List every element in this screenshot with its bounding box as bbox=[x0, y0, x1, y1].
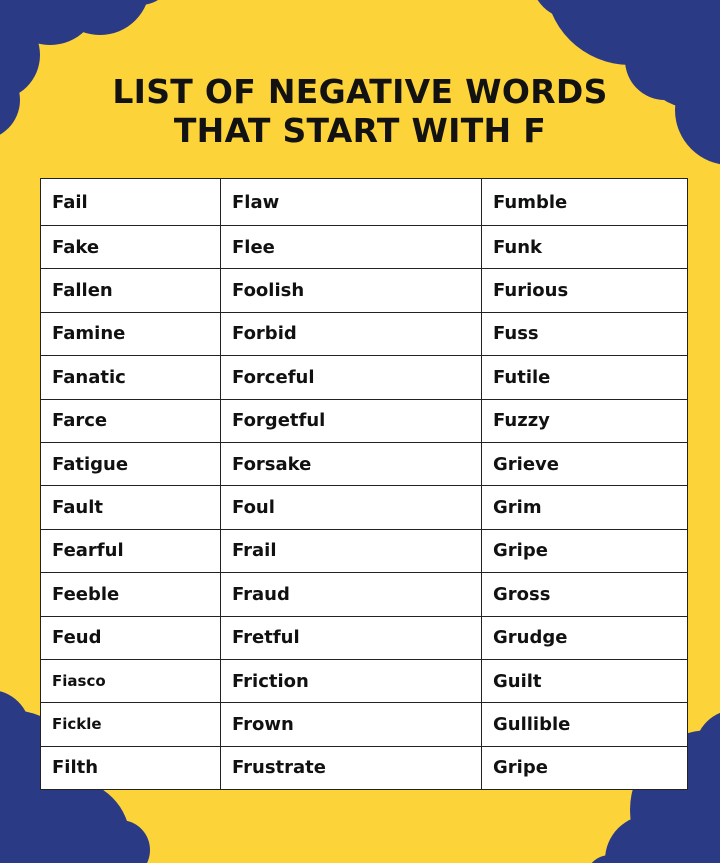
table-cell: Foolish bbox=[221, 269, 482, 312]
table-cell: Funk bbox=[482, 226, 688, 269]
table-cell: Fretful bbox=[221, 616, 482, 659]
table-cell: Fake bbox=[41, 226, 221, 269]
table-cell: Grudge bbox=[482, 616, 688, 659]
table-cell: Fault bbox=[41, 486, 221, 529]
table-cell: Fumble bbox=[482, 179, 688, 226]
table-cell: Frown bbox=[221, 703, 482, 746]
table-cell: Forgetful bbox=[221, 399, 482, 442]
word-table bbox=[40, 178, 688, 790]
table-cell: Forbid bbox=[221, 312, 482, 355]
page-title bbox=[0, 72, 720, 150]
table-cell: Gullible bbox=[482, 703, 688, 746]
table-cell: Grim bbox=[482, 486, 688, 529]
table-row bbox=[41, 442, 688, 485]
table-cell: Flee bbox=[221, 226, 482, 269]
table-cell: Fraud bbox=[221, 573, 482, 616]
table-cell: Fatigue bbox=[41, 442, 221, 485]
table-cell: Foul bbox=[221, 486, 482, 529]
table-row bbox=[41, 179, 688, 226]
table-cell: Frail bbox=[221, 529, 482, 572]
table-cell: Feud bbox=[41, 616, 221, 659]
table-cell: Fearful bbox=[41, 529, 221, 572]
table-cell: Forceful bbox=[221, 356, 482, 399]
table-row bbox=[41, 529, 688, 572]
table-row bbox=[41, 312, 688, 355]
table-row bbox=[41, 746, 688, 789]
table-cell: Gross bbox=[482, 573, 688, 616]
table-row bbox=[41, 486, 688, 529]
table-row bbox=[41, 356, 688, 399]
table-cell: Fiasco bbox=[41, 659, 221, 702]
table-cell: Friction bbox=[221, 659, 482, 702]
table-cell: Frustrate bbox=[221, 746, 482, 789]
table-cell: Farce bbox=[41, 399, 221, 442]
table-row bbox=[41, 226, 688, 269]
table-cell: Fallen bbox=[41, 269, 221, 312]
table-row bbox=[41, 269, 688, 312]
table-cell: Fuzzy bbox=[482, 399, 688, 442]
table-cell: Fickle bbox=[41, 703, 221, 746]
table-cell: Feeble bbox=[41, 573, 221, 616]
table-cell: Fuss bbox=[482, 312, 688, 355]
table-row bbox=[41, 399, 688, 442]
table-cell: Furious bbox=[482, 269, 688, 312]
table-row bbox=[41, 616, 688, 659]
table-cell: Fail bbox=[41, 179, 221, 226]
table-cell: Filth bbox=[41, 746, 221, 789]
title-line-1: LIST OF NEGATIVE WORDS bbox=[112, 72, 608, 111]
table-cell: Famine bbox=[41, 312, 221, 355]
table-cell: Forsake bbox=[221, 442, 482, 485]
table-row bbox=[41, 573, 688, 616]
table-row bbox=[41, 703, 688, 746]
title-line-2: THAT START WITH F bbox=[173, 111, 547, 150]
table-cell: Guilt bbox=[482, 659, 688, 702]
table-cell: Futile bbox=[482, 356, 688, 399]
table-cell: Fanatic bbox=[41, 356, 221, 399]
table-cell: Grieve bbox=[482, 442, 688, 485]
table-cell: Gripe bbox=[482, 529, 688, 572]
table-cell: Gripe bbox=[482, 746, 688, 789]
table-cell: Flaw bbox=[221, 179, 482, 226]
word-table-body bbox=[41, 179, 688, 790]
table-row bbox=[41, 659, 688, 702]
